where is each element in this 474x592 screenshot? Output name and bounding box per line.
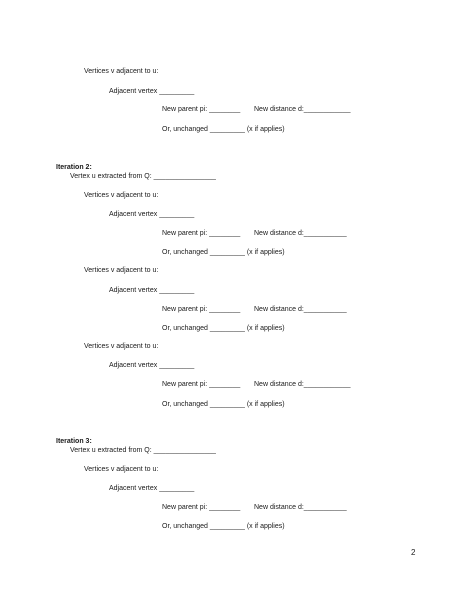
adjacent-vertex-field: Adjacent vertex _________ (109, 485, 195, 492)
new-distance-field: New distance d:___________ (254, 230, 347, 237)
new-distance-field: New distance d:____________ (254, 381, 351, 388)
vertices-adjacent-label: Vertices v adjacent to u: (84, 466, 159, 473)
unchanged-field: Or, unchanged _________ (x if applies) (162, 401, 285, 408)
new-distance-field: New distance d:___________ (254, 306, 347, 313)
iteration-heading: Iteration 2: (56, 164, 92, 171)
new-parent-field: New parent pi: ________ (162, 381, 241, 388)
unchanged-field: Or, unchanged _________ (x if applies) (162, 325, 285, 332)
iteration-heading: Iteration 3: (56, 438, 92, 445)
adjacent-vertex-field: Adjacent vertex _________ (109, 362, 195, 369)
adjacent-vertex-field: Adjacent vertex _________ (109, 287, 195, 294)
vertices-adjacent-label: Vertices v adjacent to u: (84, 68, 159, 75)
page-number: 2 (411, 548, 416, 557)
unchanged-field: Or, unchanged _________ (x if applies) (162, 249, 285, 256)
new-parent-field: New parent pi: ________ (162, 230, 241, 237)
adjacent-vertex-field: Adjacent vertex _________ (109, 88, 195, 95)
new-parent-field: New parent pi: ________ (162, 306, 241, 313)
new-parent-field: New parent pi: ________ (162, 504, 241, 511)
unchanged-field: Or, unchanged _________ (x if applies) (162, 126, 285, 133)
vertices-adjacent-label: Vertices v adjacent to u: (84, 267, 159, 274)
new-parent-field: New parent pi: ________ (162, 106, 241, 113)
vertices-adjacent-label: Vertices v adjacent to u: (84, 343, 159, 350)
vertex-extracted-field: Vertex u extracted from Q: ________________ (70, 173, 216, 180)
vertices-adjacent-label: Vertices v adjacent to u: (84, 192, 159, 199)
adjacent-vertex-field: Adjacent vertex _________ (109, 211, 195, 218)
new-distance-field: New distance d:____________ (254, 106, 351, 113)
new-distance-field: New distance d:___________ (254, 504, 347, 511)
unchanged-field: Or, unchanged _________ (x if applies) (162, 523, 285, 530)
vertex-extracted-field: Vertex u extracted from Q: ________________ (70, 447, 216, 454)
